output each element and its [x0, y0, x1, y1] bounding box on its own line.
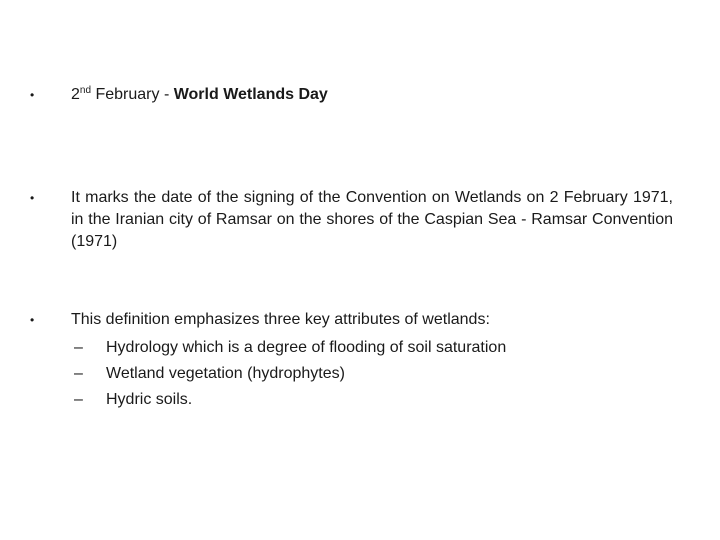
sub-item-dash: –	[74, 365, 83, 382]
bullet-text	[71, 84, 673, 106]
sub-item-text: Hydrology which is a degree of flooding of soil saturation	[106, 339, 507, 356]
bullet-marker: •	[30, 313, 35, 327]
sub-item-text: Wetland vegetation (hydrophytes)	[106, 365, 345, 382]
bullet-marker: •	[30, 88, 35, 102]
sub-item-dash: –	[74, 339, 83, 356]
sub-item-hydrology	[74, 335, 673, 361]
event-name: World Wetlands Day	[173, 86, 328, 103]
bullet-marker: •	[30, 191, 35, 205]
bullet-text: It marks the date of the signing of the Convention on Wetlands on 2 February 1971, in the Iranian city of Ramsar on the shores of the Caspian Sea - Ramsar Convention (1971)	[71, 189, 673, 250]
sub-item-dash: –	[74, 391, 83, 408]
date-month: February -	[91, 86, 174, 103]
bullet-text: This definition emphasizes three key attributes of wetlands:	[71, 311, 490, 328]
date-number: 2	[71, 86, 80, 103]
sub-item-text: Hydric soils.	[106, 391, 193, 408]
attributes-sub-list	[71, 335, 673, 413]
sub-item-vegetation	[74, 361, 673, 387]
date-ordinal-suffix: nd	[79, 85, 92, 96]
sub-item-hydric-soils	[74, 387, 673, 413]
bullet-body	[71, 309, 673, 413]
